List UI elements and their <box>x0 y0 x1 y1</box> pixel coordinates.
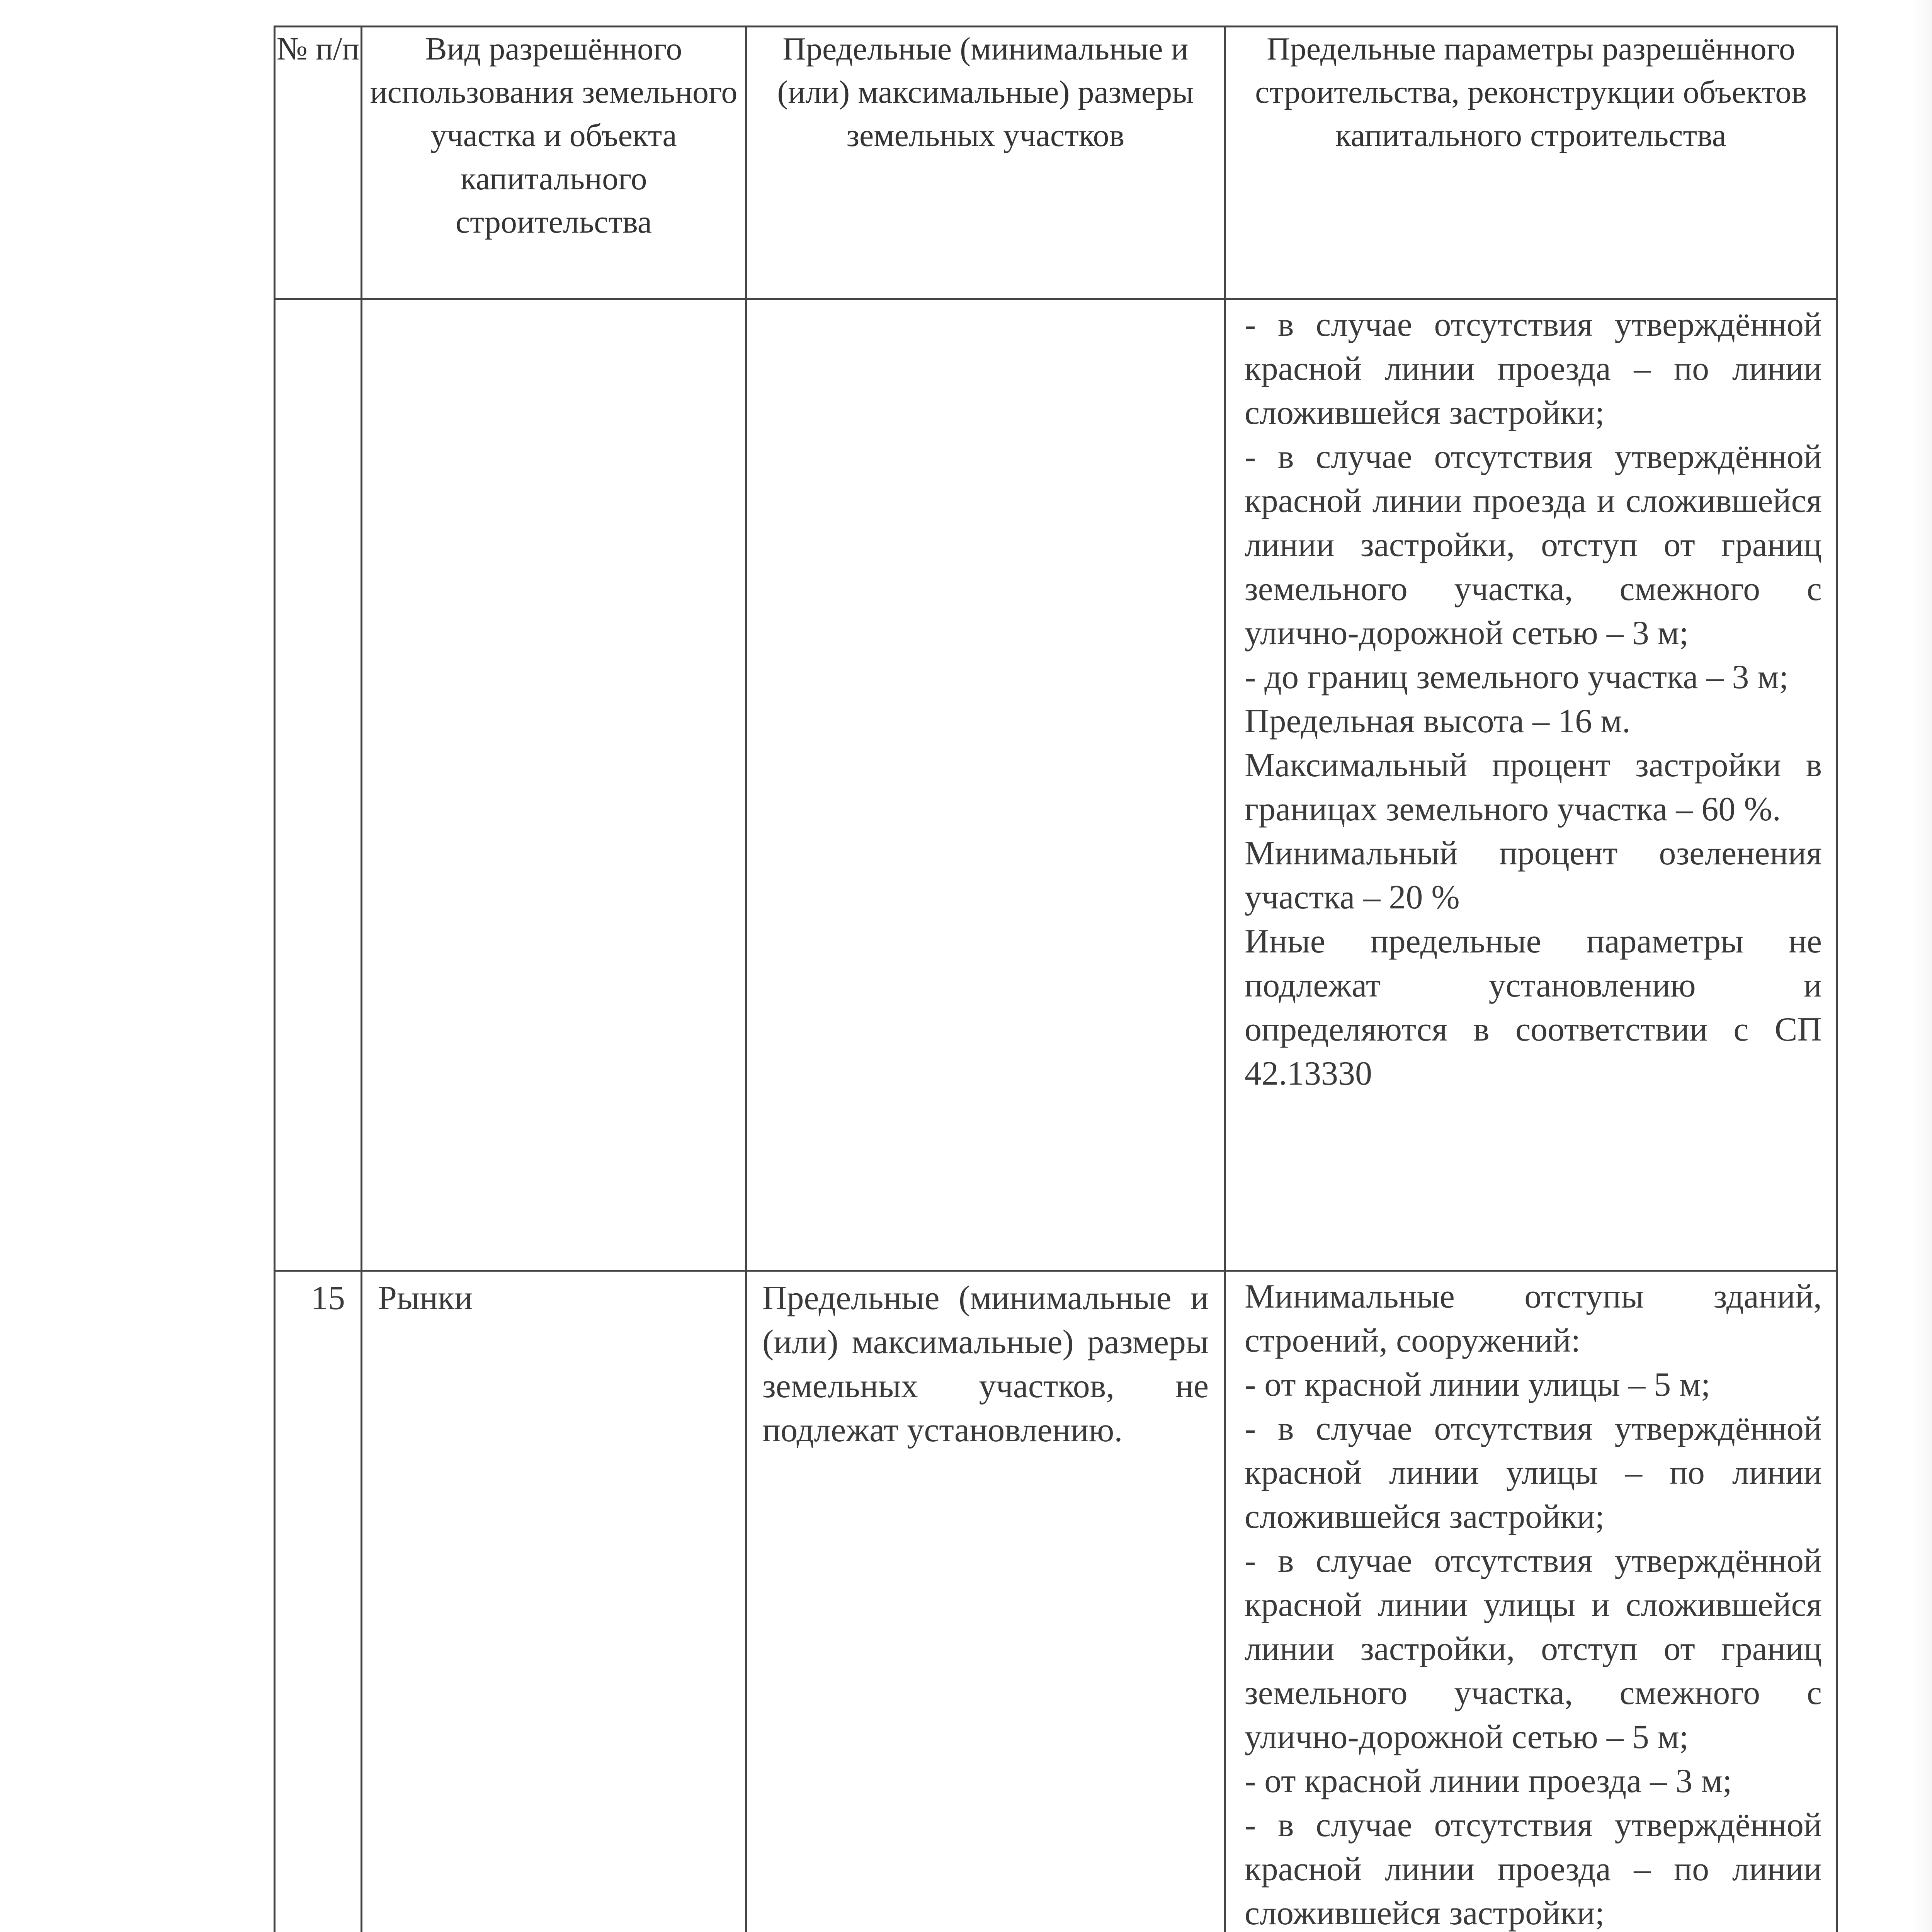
parameter-line: - до границ земельного участка – 3 м; <box>1245 658 1789 696</box>
parameter-line: - от красной линии улицы – 5 м; <box>1245 1366 1711 1403</box>
cell-use-type: Рынки <box>362 1271 746 1932</box>
cell-parameters <box>1225 1271 1837 1932</box>
parameter-line: - в случае отсутствия утверждённой красной линии улицы – по линии сложившейся застройки; <box>1245 1410 1822 1536</box>
parameter-line: Минимальные отступы зданий, строений, сооружений: <box>1245 1278 1822 1359</box>
header-use-type: Вид разрешённого использования земельного участка и объекта капитального строительства <box>362 27 746 299</box>
parameter-line: Предельная высота – 16 м. <box>1245 702 1631 740</box>
parameter-line: - в случае отсутствия утверждённой красной линии проезда – по линии сложившейся застройки; <box>1245 1806 1822 1932</box>
cell-number <box>275 299 362 1271</box>
cell-number: 15 <box>275 1271 362 1932</box>
parameter-line: - в случае отсутствия утверждённой красной линии улицы и сложившейся линии застройки, отступ от границ земельного участка, смежного с улично-дорожной сетью – 5 м; <box>1245 1542 1822 1756</box>
cell-plot-sizes <box>746 299 1225 1271</box>
table-row-continuation <box>275 299 1837 1271</box>
cell-use-type <box>362 299 746 1271</box>
parameter-line: Минимальный процент озеленения участка – 20 % <box>1245 835 1822 916</box>
scan-edge-shadow <box>1913 0 1932 1932</box>
cell-plot-sizes: Предельные (минимальные и (или) максимальные) размеры земельных участков, не подлежат установлению. <box>746 1271 1225 1932</box>
parameter-line: - в случае отсутствия утверждённой красной линии проезда и сложившейся линии застройки, отступ от границ земельного участка, смежного с улично-дорожной сетью – 3 м; <box>1245 438 1822 652</box>
header-number: № п/п <box>275 27 362 299</box>
parameter-line: Максимальный процент застройки в границах земельного участка – 60 %. <box>1245 747 1822 828</box>
table-row-15 <box>275 1271 1837 1932</box>
parameter-line: - от красной линии проезда – 3 м; <box>1245 1762 1732 1800</box>
parameter-line: - в случае отсутствия утверждённой красной линии проезда – по линии сложившейся застройки; <box>1245 306 1822 432</box>
table-header-row <box>275 27 1837 299</box>
header-plot-sizes: Предельные (минимальные и (или) максимальные) размеры земельных участков <box>746 27 1225 299</box>
parameter-line: Иные предельные параметры не подлежат установлению и определяются в соответствии с СП 42.13330 <box>1245 923 1822 1092</box>
land-use-parameters-table <box>274 26 1838 1932</box>
header-parameters: Предельные параметры разрешённого строительства, реконструкции объектов капитального строительства <box>1225 27 1837 299</box>
cell-parameters <box>1225 299 1837 1271</box>
